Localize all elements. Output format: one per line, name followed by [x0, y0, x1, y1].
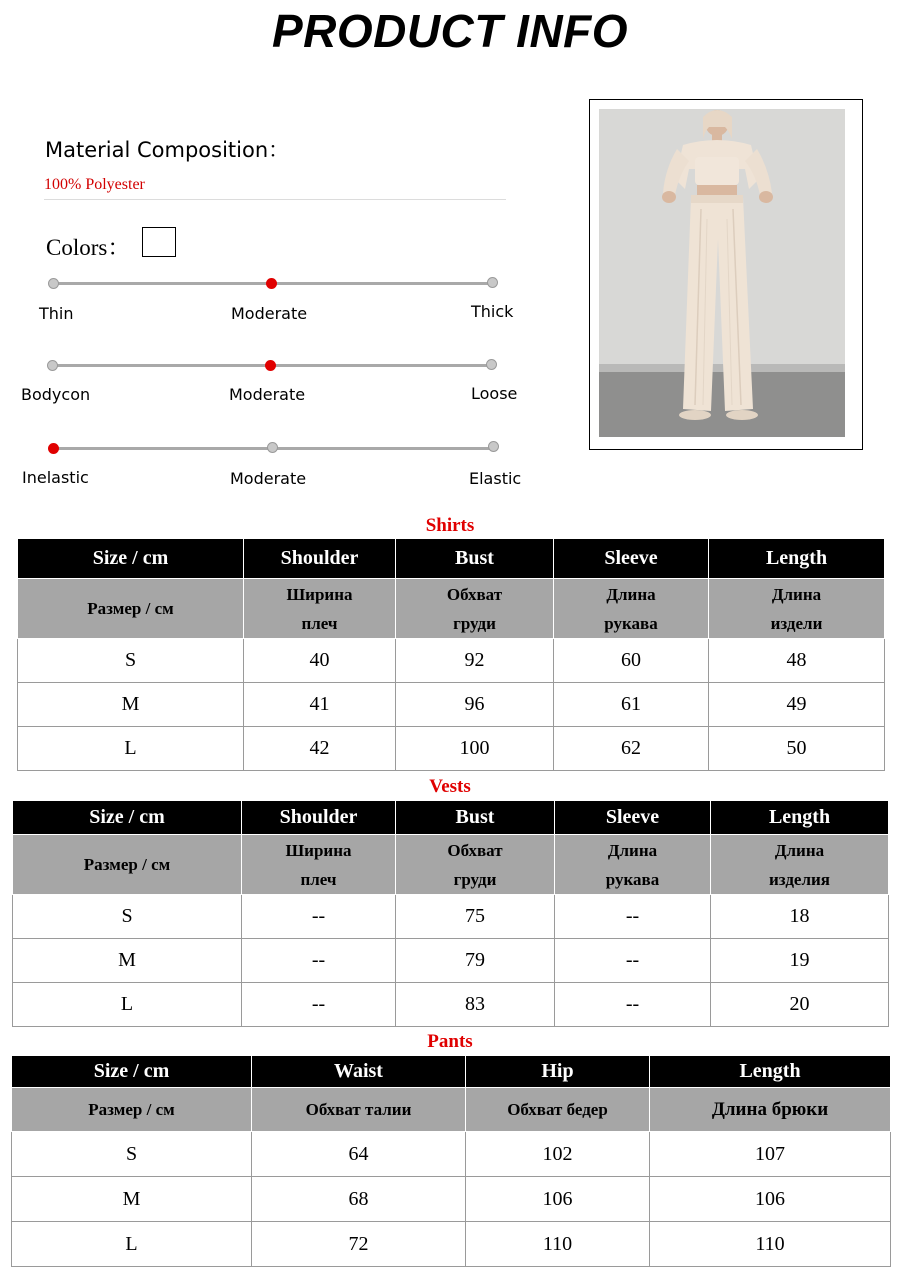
cell-sleeve: --: [555, 939, 711, 983]
cell-bust: 75: [396, 895, 555, 939]
header-bust: Bust: [396, 539, 554, 579]
ru-header-shoulder: Ширина плеч: [242, 835, 396, 895]
cell-size: M: [13, 939, 242, 983]
scale-dot-1[interactable]: [267, 442, 278, 453]
ru-header-hip: Обхват бедер: [466, 1088, 650, 1132]
header-shoulder: Shoulder: [244, 539, 396, 579]
cell-sleeve: 60: [554, 639, 709, 683]
page-title: PRODUCT INFO: [271, 5, 629, 57]
header-sleeve: Sleeve: [555, 801, 711, 835]
scale-dot-2[interactable]: [486, 359, 497, 370]
header-length: Length: [650, 1056, 891, 1088]
cell-shoulder: --: [242, 983, 396, 1027]
color-swatch-white[interactable]: [142, 227, 176, 257]
pants-size-table: [11, 1055, 891, 1267]
scale-dot-0[interactable]: [47, 360, 58, 371]
vests-title: Vests: [429, 776, 471, 797]
ru-header-waist: Обхват талии: [252, 1088, 466, 1132]
header-length: Length: [709, 539, 885, 579]
cell-shoulder: --: [242, 939, 396, 983]
scale-dot-1[interactable]: [266, 278, 277, 289]
cell-size: M: [18, 683, 244, 727]
cell-length: 20: [711, 983, 889, 1027]
cell-length: 50: [709, 727, 885, 771]
ru-header-shoulder: Ширина плеч: [244, 579, 396, 639]
cell-size: S: [13, 895, 242, 939]
ru-header-size: Размер / см: [12, 1088, 252, 1132]
scale-label-loose: Loose: [471, 384, 518, 403]
thickness-scale: [0, 276, 560, 336]
table-row: [13, 895, 889, 939]
header-waist: Waist: [252, 1056, 466, 1088]
ru-header-size: Размер / см: [13, 835, 242, 895]
ru-header-bust: Обхват груди: [396, 579, 554, 639]
ru-header-sleeve: Длина рукава: [555, 835, 711, 895]
scale-dot-0[interactable]: [48, 443, 59, 454]
ru-header-size: Размер / см: [18, 579, 244, 639]
elasticity-scale: [0, 441, 560, 501]
ru-header-length: Длина изделия: [711, 835, 889, 895]
ru-header-bust: Обхват груди: [396, 835, 555, 895]
table-row: [18, 727, 885, 771]
cell-size: L: [18, 727, 244, 771]
table-row: [13, 939, 889, 983]
cell-length: 110: [650, 1222, 891, 1267]
vests-size-table: [12, 800, 889, 1027]
scale-label-thin: Thin: [39, 304, 74, 323]
cell-sleeve: 62: [554, 727, 709, 771]
table-row: [13, 983, 889, 1027]
product-photo-frame: [589, 99, 863, 450]
cell-bust: 100: [396, 727, 554, 771]
scale-dot-2[interactable]: [488, 441, 499, 452]
ru-header-length: Длина брюки: [650, 1088, 891, 1132]
ru-header-length: Длина издели: [709, 579, 885, 639]
cell-bust: 96: [396, 683, 554, 727]
cell-waist: 72: [252, 1222, 466, 1267]
cell-size: M: [12, 1177, 252, 1222]
table-row: [12, 1222, 891, 1267]
scale-label-inelastic: Inelastic: [22, 468, 89, 487]
fit-scale: [0, 358, 560, 418]
table-row: [12, 1132, 891, 1177]
scale-label-elastic: Elastic: [469, 469, 522, 488]
shirts-title: Shirts: [425, 515, 475, 536]
scale-dot-1[interactable]: [265, 360, 276, 371]
header-shoulder: Shoulder: [242, 801, 396, 835]
model-illustration: [599, 109, 845, 437]
header-length: Length: [711, 801, 889, 835]
cell-length: 48: [709, 639, 885, 683]
cell-length: 18: [711, 895, 889, 939]
header-size: Size / cm: [18, 539, 244, 579]
cell-size: L: [13, 983, 242, 1027]
cell-bust: 79: [396, 939, 555, 983]
ru-header-sleeve: Длина рукава: [554, 579, 709, 639]
header-size: Size / cm: [12, 1056, 252, 1088]
table-row: [12, 1177, 891, 1222]
cell-waist: 68: [252, 1177, 466, 1222]
cell-shoulder: 42: [244, 727, 396, 771]
table-row: [18, 683, 885, 727]
cell-bust: 83: [396, 983, 555, 1027]
cell-size: L: [12, 1222, 252, 1267]
cell-sleeve: --: [555, 983, 711, 1027]
cell-bust: 92: [396, 639, 554, 683]
cell-shoulder: --: [242, 895, 396, 939]
scale-label-moderate: Moderate: [231, 304, 308, 323]
divider: [44, 199, 506, 200]
cell-shoulder: 40: [244, 639, 396, 683]
cell-sleeve: --: [555, 895, 711, 939]
cell-length: 106: [650, 1177, 891, 1222]
cell-size: S: [18, 639, 244, 683]
pants-title: Pants: [427, 1031, 473, 1052]
scale-label-thick: Thick: [471, 302, 514, 321]
header-size: Size / cm: [13, 801, 242, 835]
scale-dot-2[interactable]: [487, 277, 498, 288]
cell-hip: 110: [466, 1222, 650, 1267]
header-hip: Hip: [466, 1056, 650, 1088]
cell-hip: 106: [466, 1177, 650, 1222]
scale-label-moderate: Moderate: [230, 469, 307, 488]
cell-length: 19: [711, 939, 889, 983]
cell-sleeve: 61: [554, 683, 709, 727]
header-sleeve: Sleeve: [554, 539, 709, 579]
cell-size: S: [12, 1132, 252, 1177]
header-bust: Bust: [396, 801, 555, 835]
table-row: [18, 639, 885, 683]
material-value: 100% Polyester: [44, 176, 145, 193]
product-photo: [599, 109, 845, 437]
scale-label-bodycon: Bodycon: [21, 385, 91, 404]
cell-length: 107: [650, 1132, 891, 1177]
cell-hip: 102: [466, 1132, 650, 1177]
cell-length: 49: [709, 683, 885, 727]
cell-waist: 64: [252, 1132, 466, 1177]
scale-dot-0[interactable]: [48, 278, 59, 289]
colors-label: Colors：: [46, 235, 131, 260]
shirts-size-table: [17, 538, 885, 771]
material-label: Material Composition：: [45, 138, 290, 162]
scale-label-moderate: Moderate: [229, 385, 306, 404]
cell-shoulder: 41: [244, 683, 396, 727]
